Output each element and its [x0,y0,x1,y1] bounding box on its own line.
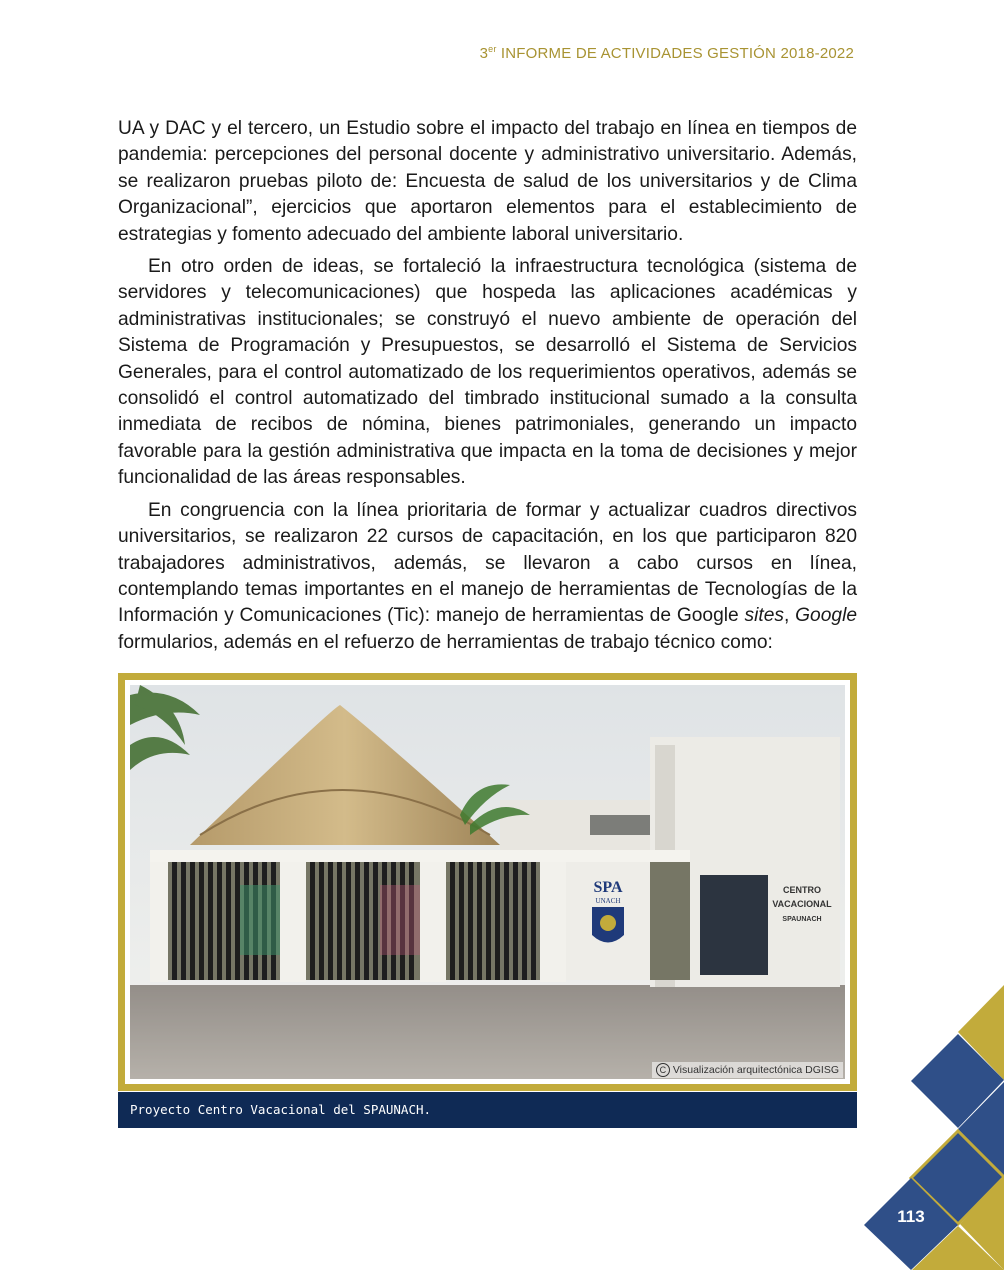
paragraph-2: En otro orden de ideas, se fortaleció la infraestructura tecnológica (sistema de servidores y telecomunicaciones) que hospeda las aplicaciones académicas y administrativas institucionales; se construyó el nuevo ambiente de operación del Sistema de Programación y Presupuestos, se desarrolló el Sistema de Servicios Generales, para el control automatizado de los requerimientos operativos, además se consolidó el control automatizado del timbrado institucional sumado a la consulta inmediata de recibos de nómina, bienes patrimoniales, generando un impacto favorable para la gestión administrativa que impacta en la toma de decisiones y mejor funcionalidad de las áreas responsables. [118,256,857,489]
paragraph-3-italic-sites: sites [744,605,784,627]
wall-sign-line-3: SPAUNACH [782,916,822,923]
wall-sign-line-1: CENTRO [783,885,821,895]
paragraph-3-comma: , [783,605,796,627]
header-ordinal: 3 [479,45,489,62]
paragraph-1: UA y DAC y el tercero, un Estudio sobre el impacto del trabajo en línea en tiempos de pandemia: percepciones del personal docente y administrativo universitario. Además, se realizaron pruebas piloto de: Encuesta de salud de los universitarios y de Clima Organizacional”, ejercicios que aportaron elementos para el establecimiento de estrategias y fomento adecuado del ambiente laboral universitario. [118,118,857,245]
paragraph-3-italic-google: Google [795,605,857,627]
photo-credit-text: Visualización arquitectónica DGISG [672,1064,839,1076]
figure-caption: Proyecto Centro Vacacional del SPAUNACH. [130,1102,432,1117]
sign-spa-text: SPA [593,879,623,896]
copyright-icon: C [656,1063,670,1077]
paragraph-3-text: En congruencia con la línea prioritaria de formar y actualizar cuadros directivos universitarios, se realizaron 22 cursos de capacitación, en los que participaron 820 trabajadores administrativos, además, se llevaron a cabo cursos en línea, contemplando temas importantes en el manejo de herramientas de Tecnologías de la Información y Comunicaciones (Tic): manejo de herramientas de Google [118,499,857,627]
header-title: INFORME DE ACTIVIDADES GESTIÓN 2018-2022 [496,45,854,62]
paragraph-3-end: formularios, además en el refuerzo de herramientas de trabajo técnico como: [118,631,773,653]
sign-unach-text: UNACH [595,897,621,905]
header-ordinal-suffix: er [488,44,497,54]
page-number: 113 [897,1207,925,1226]
wall-sign-line-2: VACACIONAL [772,899,832,909]
